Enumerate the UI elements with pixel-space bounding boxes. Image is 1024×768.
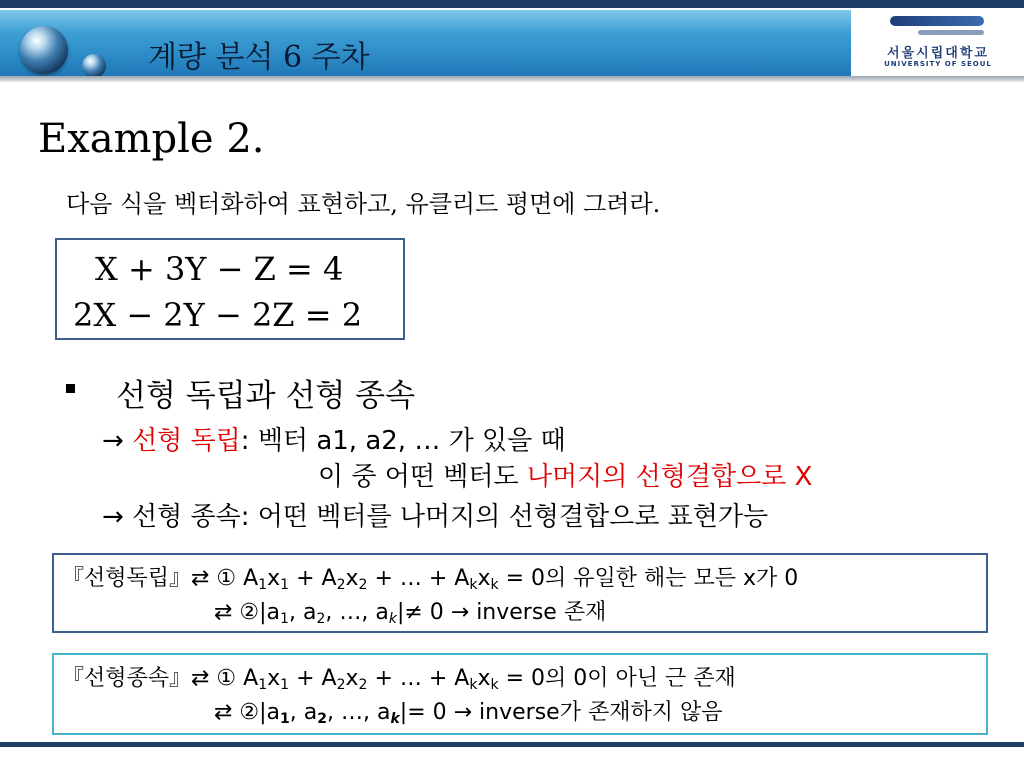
det-part: , …, a — [327, 700, 391, 725]
bottom-rule — [0, 742, 1024, 747]
eq-part: + A — [289, 566, 337, 591]
dependence-row-1 — [62, 661, 736, 692]
det-part: , …, a — [325, 600, 389, 625]
eq-part: x — [267, 666, 281, 691]
bullet-square-icon — [66, 384, 75, 393]
det-sub: 2 — [316, 611, 326, 627]
eq-part: x — [345, 566, 359, 591]
university-logo — [858, 12, 1018, 74]
det-part: , a — [288, 600, 317, 625]
eq-part: = 0 — [498, 566, 546, 591]
eq-sub: k — [469, 677, 478, 693]
eq-part: + A — [289, 666, 337, 691]
eq-part: + … + A — [367, 566, 470, 591]
eq-sub: k — [490, 577, 499, 593]
logo-swoosh-small-icon — [918, 30, 984, 35]
det-sub: k — [388, 611, 397, 627]
condition-highlight: 나머지의 선형결합으로 X — [526, 462, 813, 492]
dependence-line: → 선형 종속: 어떤 벡터를 나머지의 선형결합으로 표현가능 — [102, 502, 769, 532]
equation-2: 2X − 2Y − 2Z = 2 — [73, 296, 363, 334]
independence-row-2 — [214, 595, 606, 626]
eq-sub: 1 — [280, 577, 290, 593]
logo-english-text: UNIVERSITY OF SEOUL — [884, 60, 992, 68]
eq-part: x — [477, 566, 491, 591]
det-sub: 1 — [280, 711, 290, 727]
eq-sub: 2 — [358, 677, 368, 693]
small-globe-orb-icon — [82, 54, 106, 78]
eq-part: = 0 — [498, 666, 546, 691]
instruction-text: 다음 식을 벡터화하여 표현하고, 유클리드 평면에 그려라. — [66, 190, 661, 218]
dependence-definition-box — [52, 653, 988, 735]
eq-part: x — [345, 666, 359, 691]
slide-title: Example 2. — [38, 116, 265, 162]
eq-sub: 2 — [358, 577, 368, 593]
independence-condition — [318, 456, 812, 493]
det-lead: ⇄ ②|a — [214, 700, 281, 725]
top-rule — [0, 0, 1024, 8]
equation-box — [55, 238, 405, 340]
independence-row-1 — [62, 561, 798, 592]
eq-sub: 2 — [336, 677, 346, 693]
header-banner — [0, 10, 851, 76]
det-sub: 1 — [280, 611, 289, 627]
header-shadow — [0, 76, 1024, 82]
eq-sub: k — [490, 677, 499, 693]
eq-part: A — [243, 566, 259, 591]
equation-1: X + 3Y − Z = 4 — [95, 250, 344, 288]
eq-sub: 1 — [258, 577, 268, 593]
arrow-text: → — [102, 426, 133, 456]
eq-sub: 1 — [280, 677, 290, 693]
det-part: , a — [289, 700, 318, 725]
det-tail: |= 0 → inverse가 존재하지 않음 — [399, 700, 723, 725]
dependence-row-2 — [214, 695, 722, 726]
det-tail: |≠ 0 → inverse 존재 — [396, 600, 607, 625]
independence-definition-box — [52, 553, 988, 633]
globe-orb-icon — [20, 26, 68, 74]
eq-part: x — [267, 566, 281, 591]
independence-term: 선형 독립 — [132, 426, 241, 456]
independence-desc: : 벡터 a1, a2, … 가 있을 때 — [240, 426, 566, 456]
def-tail: 의 0이 아닌 근 존재 — [545, 666, 736, 691]
def-label: 『선형독립』⇄ ① — [62, 566, 244, 591]
eq-sub: 2 — [336, 577, 346, 593]
def-label: 『선형종속』⇄ ① — [62, 666, 244, 691]
condition-lead: 이 중 어떤 벡터도 — [318, 462, 527, 492]
eq-part: x — [477, 666, 491, 691]
eq-sub: k — [469, 577, 478, 593]
eq-part: + … + A — [367, 666, 470, 691]
det-sub: k — [390, 711, 400, 727]
det-sub: 2 — [317, 711, 328, 727]
logo-korean-text: 서울시립대학교 — [887, 46, 989, 61]
bullet-heading: 선형 독립과 선형 종속 — [116, 378, 416, 414]
logo-swoosh-icon — [890, 16, 984, 26]
det-lead: ⇄ ②|a — [214, 600, 281, 625]
def-tail: 의 유일한 해는 모든 x가 0 — [545, 566, 799, 591]
eq-sub: 1 — [258, 677, 268, 693]
eq-part: A — [243, 666, 259, 691]
independence-line — [102, 420, 566, 457]
header-title: 계량 분석 6 주차 — [148, 40, 370, 75]
